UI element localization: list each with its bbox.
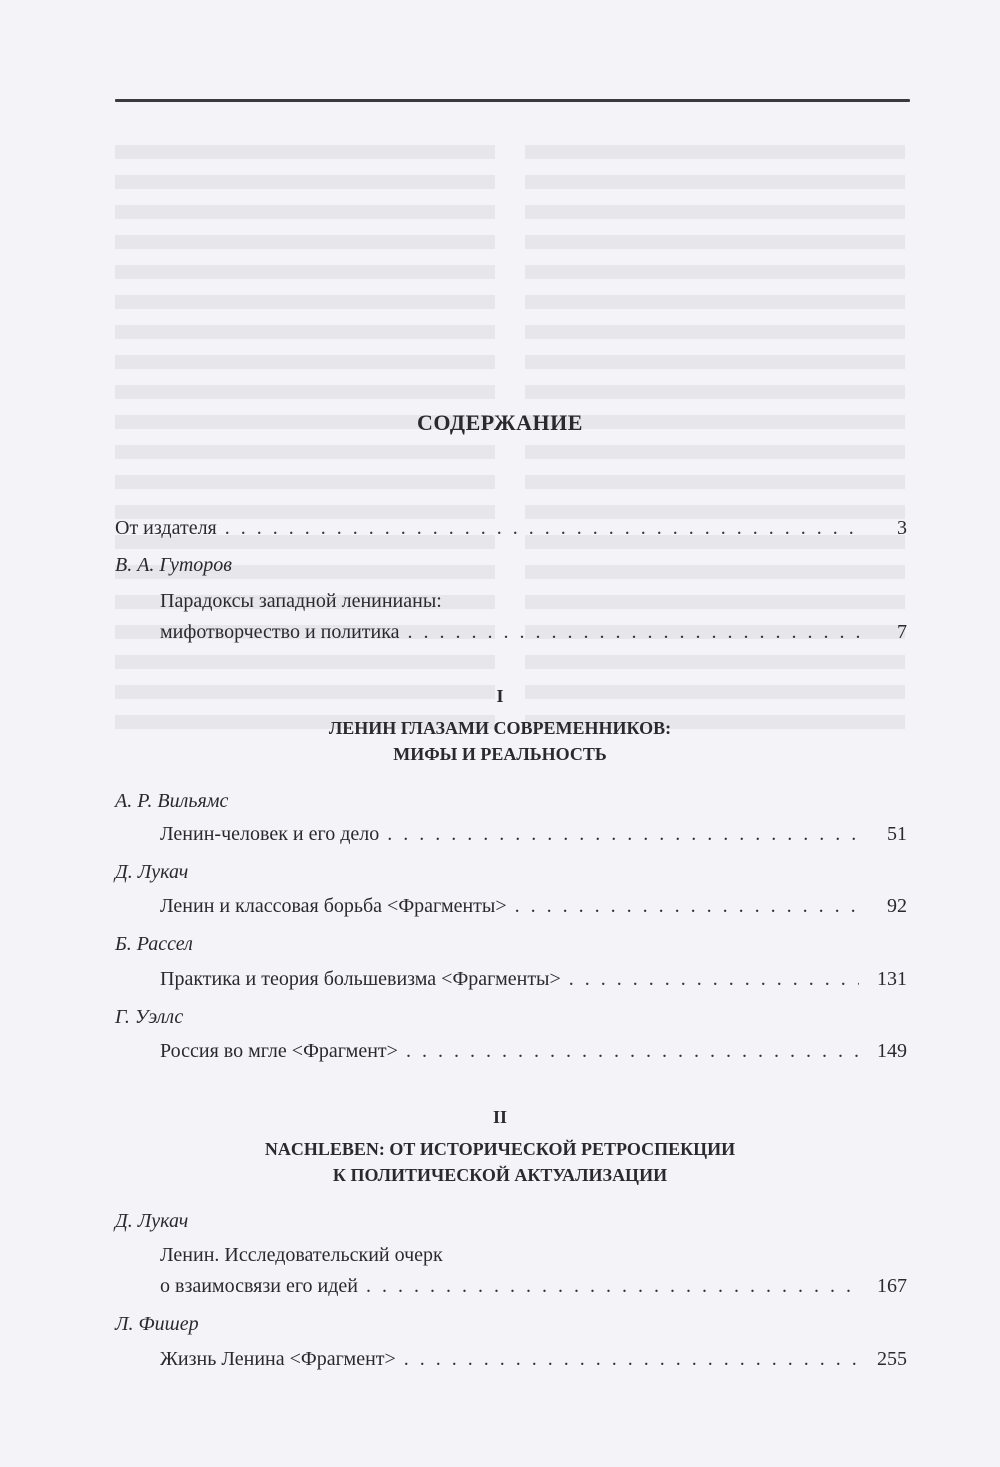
- toc-title: СОДЕРЖАНИЕ: [417, 410, 583, 435]
- leader-dots: [225, 517, 859, 540]
- page-number: 167: [877, 1275, 907, 1297]
- entry-title-line: Ленин. Исследовательский очерк: [160, 1244, 443, 1266]
- entry-title: Ленин-человек и его дело: [160, 823, 380, 845]
- part-title: МИФЫ И РЕАЛЬНОСТЬ: [393, 744, 607, 764]
- page-number: 149: [877, 1040, 907, 1062]
- entry-title: Россия во мгле <Фрагмент>: [160, 1040, 398, 1062]
- part-title: ЛЕНИН ГЛАЗАМИ СОВРЕМЕННИКОВ:: [328, 718, 672, 738]
- entry-author: Д. Лукач: [115, 1210, 189, 1232]
- leader-dots: [408, 621, 859, 644]
- toc-entry[interactable]: [160, 1348, 907, 1371]
- entry-author: Л. Фишер: [115, 1313, 199, 1335]
- header-rule: [115, 99, 910, 102]
- leader-dots: [366, 1275, 859, 1298]
- entry-title: Жизнь Ленина <Фрагмент>: [160, 1348, 396, 1370]
- toc-entry[interactable]: [160, 1275, 907, 1298]
- page-number: 255: [877, 1348, 907, 1370]
- page-number: 7: [897, 621, 907, 643]
- toc-entry[interactable]: [160, 895, 907, 918]
- entry-title: Практика и теория большевизма <Фрагменты>: [160, 968, 561, 990]
- leader-dots: [406, 1040, 859, 1063]
- leader-dots: [515, 895, 859, 918]
- part-number: I: [496, 686, 504, 706]
- part-title: К ПОЛИТИЧЕСКОЙ АКТУАЛИЗАЦИИ: [332, 1165, 668, 1185]
- entry-title-line: Парадоксы западной ленинианы:: [160, 590, 442, 612]
- page-number: 92: [887, 895, 907, 917]
- entry-author: Г. Уэллс: [115, 1006, 184, 1028]
- toc-entry[interactable]: [160, 968, 907, 991]
- entry-author: А. Р. Вильямс: [115, 790, 229, 812]
- entry-author: Д. Лукач: [115, 861, 189, 883]
- page-number: 51: [887, 823, 907, 845]
- toc-entry-gutorov[interactable]: [160, 621, 907, 644]
- leader-dots: [569, 968, 859, 991]
- bleed-through-text: [115, 145, 910, 1395]
- page-number: 3: [897, 517, 907, 539]
- page-number: 131: [877, 968, 907, 990]
- entry-title: Ленин и классовая борьба <Фрагменты>: [160, 895, 507, 917]
- entry-author: Б. Рассел: [115, 933, 193, 955]
- part-number: II: [492, 1107, 507, 1127]
- part-title: NACHLEBEN: ОТ ИСТОРИЧЕСКОЙ РЕТРОСПЕКЦИИ: [264, 1139, 736, 1159]
- toc-entry[interactable]: [160, 823, 907, 846]
- toc-entry[interactable]: [160, 1040, 907, 1063]
- entry-title: мифотворчество и политика: [160, 621, 400, 643]
- entry-title: о взаимосвязи его идей: [160, 1275, 358, 1297]
- entry-author: В. А. Гуторов: [115, 554, 232, 576]
- leader-dots: [404, 1348, 859, 1371]
- entry-title: От издателя: [115, 517, 217, 539]
- toc-entry-publisher[interactable]: [115, 517, 907, 540]
- leader-dots: [387, 823, 859, 846]
